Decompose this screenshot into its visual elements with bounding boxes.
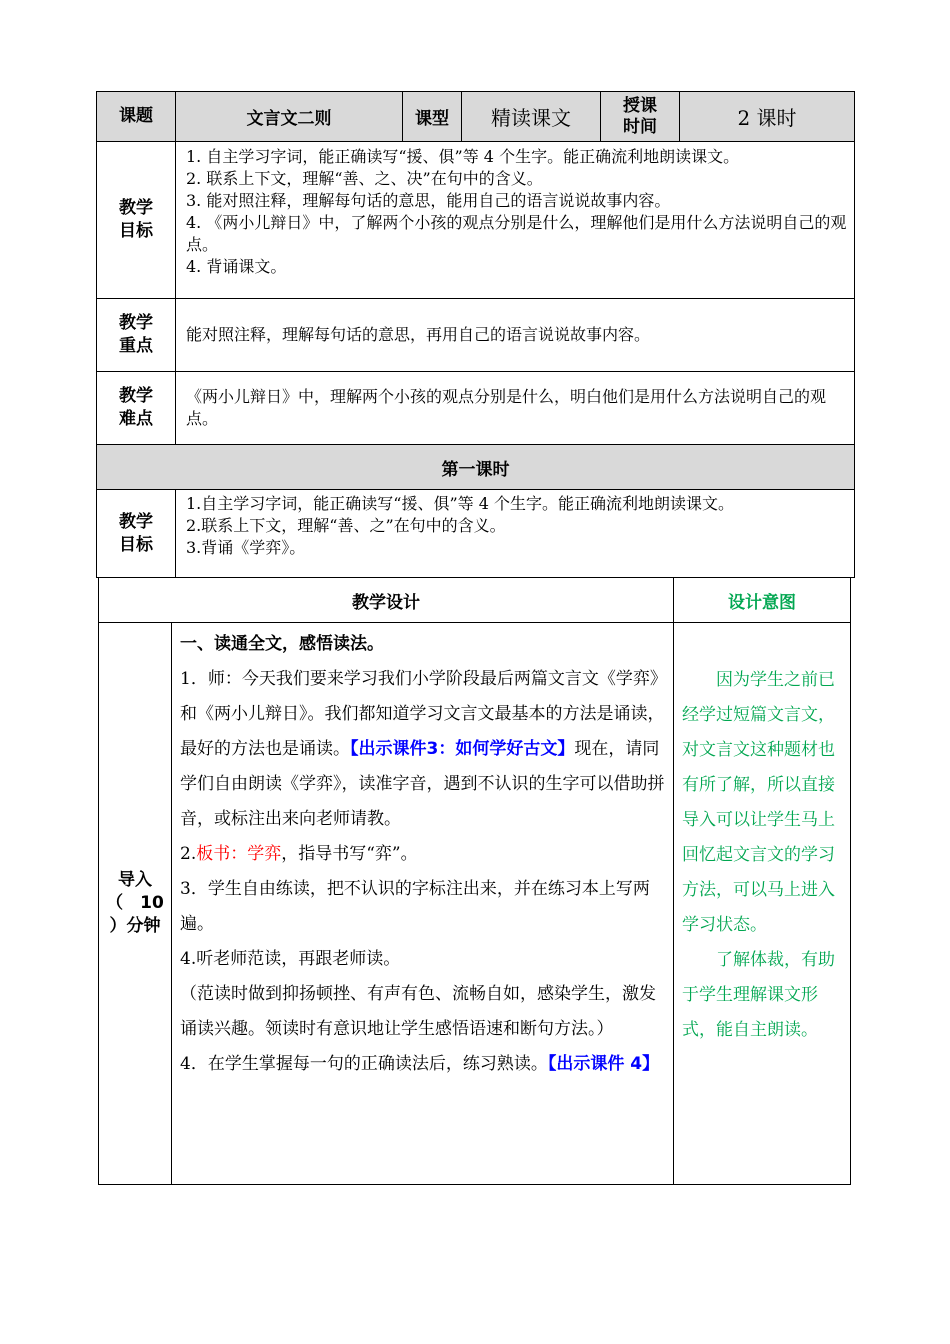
lesson1-goal-item: 1.自主学习字词，能正确读写“援、俱”等 4 个生字。能正确流利地朗读课文。 (186, 494, 734, 513)
step-2 (180, 837, 667, 872)
lesson1-goals-label: 教学 目标 (97, 490, 176, 578)
section-title: 一、读通全文，感悟读法。 (180, 634, 384, 654)
goals-row (97, 142, 855, 299)
key-points-row (97, 299, 855, 372)
courseware-link-3[interactable]: 【出示课件3：如何学好古文】 (350, 739, 575, 759)
step-2-text: ，指导书写“弈”。 (281, 844, 418, 864)
design-body-row (99, 623, 851, 1185)
difficulties-row (97, 372, 855, 445)
step-5-text: 4．在学生掌握每一句的正确读法后，练习熟读。 (180, 1054, 548, 1074)
intent-paragraph: 因为学生之前已经学过短篇文言文，对文言文这种题材也有所了解，所以直接导入可以让学生马上回忆起文言文的学习方法，可以马上进入学习状态。 (682, 670, 835, 935)
stage-label: 导入 （ 10 ）分钟 (99, 623, 172, 1185)
key-points-text: 能对照注释，理解每句话的意思，再用自己的语言说说故事内容。 (176, 299, 855, 372)
goal-item: 1. 自主学习字词，能正确读写“援、俱”等 4 个生字。能正确流利地朗读课文。 (186, 147, 740, 166)
difficulties-text: 《两小儿辩日》中，理解两个小孩的观点分别是什么，明白他们是用什么方法说明自己的观点。 (176, 372, 855, 445)
topic-label: 课题 (97, 92, 176, 142)
board-writing: 板书：学弈 (196, 844, 282, 864)
time-value: 2 课时 (680, 92, 855, 142)
type-label: 课型 (403, 92, 462, 142)
goal-item: 2. 联系上下文，理解“善、之、决”在句中的含义。 (186, 169, 543, 188)
key-points-label: 教学 重点 (97, 299, 176, 372)
lesson1-title: 第一课时 (97, 445, 855, 490)
step-1 (180, 662, 667, 837)
step-1-text-b: 现在，请同学们自由朗读《学弈》，读准字音，遇到不认识的生字可以借助拼音，或标注出来向老师请教。 (180, 739, 665, 829)
goal-item: 4. 《两小儿辩日》中，了解两个小孩的观点分别是什么，理解他们是用什么方法说明自己的观点。 (186, 213, 847, 254)
lesson1-goals-row (97, 490, 855, 578)
lesson-plan-table (96, 91, 855, 578)
goals-label: 教学 目标 (97, 142, 176, 299)
design-content (172, 623, 674, 1185)
goal-item: 3. 能对照注释，理解每句话的意思，能用自己的语言说说故事内容。 (186, 191, 671, 210)
reading-note: （范读时做到抑扬顿挫、有声有色、流畅自如，感染学生，激发诵读兴趣。领读时有意识地让学生感悟语速和断句方法。） (180, 984, 656, 1039)
topic-value: 文言文二则 (176, 92, 403, 142)
goal-item: 4. 背诵课文。 (186, 257, 287, 276)
step-4: 4.听老师范读，再跟老师读。 (180, 949, 401, 969)
type-value: 精读课文 (462, 92, 601, 142)
step-2-num: 2. (180, 844, 197, 864)
design-header-row (99, 578, 851, 623)
step-3: 3．学生自由练读，把不认识的字标注出来，并在练习本上写两遍。 (180, 879, 650, 934)
step-1-text: 1．师：今天我们要来学习我们小学阶段最后两篇文言文《学弈》和《两小儿辩日》。我们都知道学习文言文最基本的方法是诵读，最好的方法也是诵读。 (180, 669, 667, 759)
intent-header: 设计意图 (674, 578, 851, 623)
teaching-design-table (98, 577, 851, 1185)
difficulties-label: 教学 难点 (97, 372, 176, 445)
step-5 (180, 1047, 667, 1082)
goals-list (176, 142, 855, 299)
header-row (97, 92, 855, 142)
lesson1-goals-list (176, 490, 855, 578)
courseware-link-4[interactable]: 【出示课件 4】 (547, 1054, 660, 1074)
intent-paragraph: 了解体裁，有助于学生理解课文形式，能自主朗读。 (682, 950, 835, 1040)
design-header: 教学设计 (99, 578, 674, 623)
lesson1-title-row (97, 445, 855, 490)
lesson1-goal-item: 2.联系上下文，理解“善、之”在句中的含义。 (186, 516, 506, 535)
lesson1-goal-item: 3.背诵《学弈》。 (186, 538, 306, 557)
time-label: 授课 时间 (601, 92, 680, 142)
design-intent (674, 623, 851, 1185)
